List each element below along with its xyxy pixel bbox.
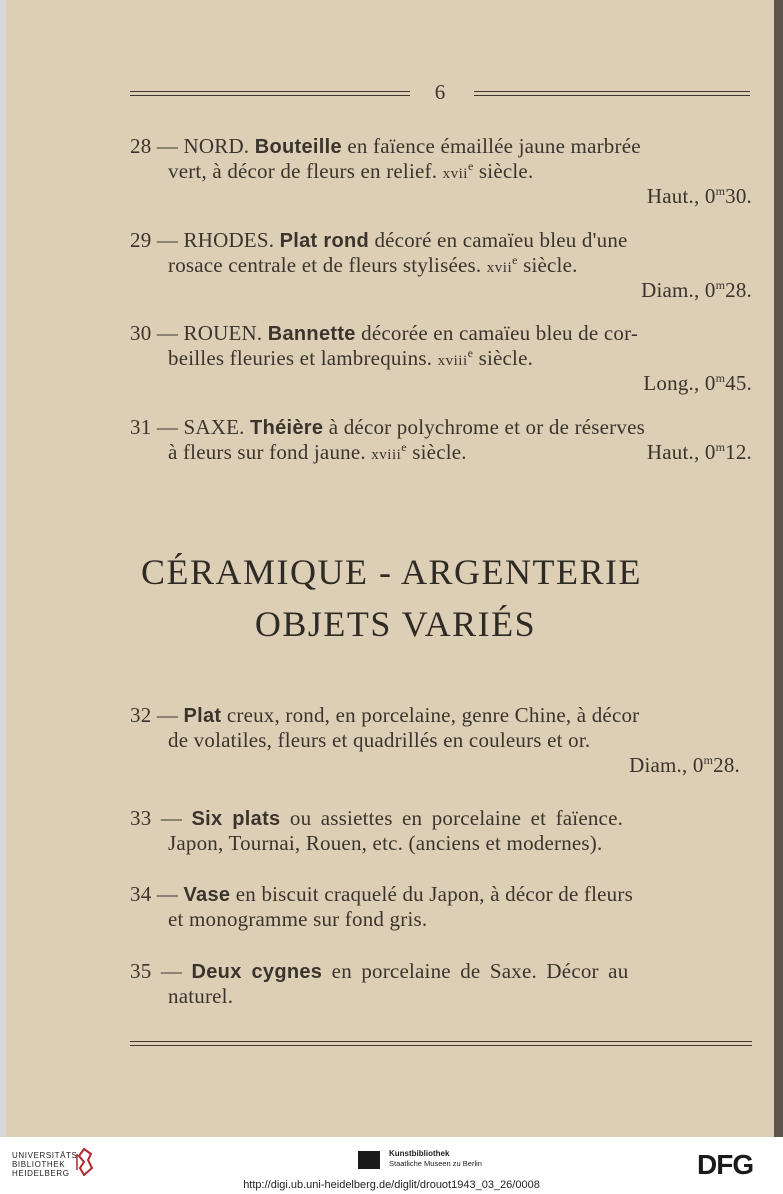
entry-line-1 xyxy=(130,806,623,832)
header-rule-right xyxy=(474,91,750,96)
page-number: 6 xyxy=(434,80,446,104)
logo-line: HEIDELBERG xyxy=(12,1169,70,1178)
measure-unit: m xyxy=(715,371,726,385)
century-word: siècle. xyxy=(473,159,534,183)
lot-dash: — xyxy=(151,703,184,727)
lot-dash: — xyxy=(151,959,192,983)
lot-origin: — RHODES. xyxy=(151,228,280,252)
lot-number: 30 xyxy=(130,321,152,345)
lot-measurement xyxy=(647,440,752,465)
lot-description: creux, rond, en porcelaine, genre Chine, à décor xyxy=(221,703,640,727)
entry-line-1 xyxy=(130,228,628,254)
entry-line-1 xyxy=(130,134,641,160)
entry-line-2: et monogramme sur fond gris. xyxy=(168,907,428,931)
lot-description: en porcelaine de Saxe. Décor au xyxy=(322,959,629,983)
lot-item: Deux cygnes xyxy=(191,961,323,983)
lot-number: 31 xyxy=(130,415,152,439)
lot-number: 32 xyxy=(130,703,152,727)
lot-measurement xyxy=(647,184,752,209)
lot-dash: — xyxy=(151,806,192,830)
century-word: siècle. xyxy=(406,440,467,464)
measure-value: 12. xyxy=(725,440,752,464)
lot-number: 29 xyxy=(130,228,152,252)
lot-description: à décor polychrome et or de réserves xyxy=(323,415,645,439)
lot-measurement xyxy=(629,753,740,778)
lot-origin: — ROUEN. xyxy=(151,321,268,345)
entry-line-1 xyxy=(130,321,638,347)
header-rule-left xyxy=(130,91,410,96)
century-suffix: e xyxy=(401,440,407,454)
entry-line-2 xyxy=(168,253,578,281)
lot-description: décorée en camaïeu bleu de cor- xyxy=(355,321,639,345)
lot-origin: — SAXE. xyxy=(151,415,251,439)
entry-line-1 xyxy=(130,882,633,908)
lot-origin: — NORD. xyxy=(151,134,255,158)
lot-item: Plat xyxy=(183,705,222,727)
lot-description-cont: rosace centrale et de fleurs stylisées. xyxy=(168,253,487,277)
section-heading-line-2: OBJETS VARIÉS xyxy=(254,604,537,644)
footer-rule xyxy=(130,1041,752,1046)
century: xvii xyxy=(442,166,468,182)
lot-item: Théière xyxy=(250,417,324,439)
lot-item: Bouteille xyxy=(254,136,342,158)
lot-description-cont: à fleurs sur fond jaune. xyxy=(168,440,372,464)
century: xviii xyxy=(437,353,468,369)
entry-line-1 xyxy=(130,959,628,985)
lot-number: 34 xyxy=(130,882,152,906)
logo-line: BIBLIOTHEK xyxy=(12,1160,66,1169)
kunstbibliothek-logo-icon[interactable] xyxy=(358,1151,380,1169)
lot-number: 35 xyxy=(130,959,152,983)
measure-unit: m xyxy=(715,184,726,198)
lot-number: 28 xyxy=(130,134,152,158)
lot-number: 33 xyxy=(130,806,152,830)
century: xvii xyxy=(486,260,513,276)
lot-description-cont: beilles fleuries et lambrequins. xyxy=(168,346,438,370)
measure-label: Diam., 0 xyxy=(641,278,716,302)
lot-description: en faïence émaillée jaune marbrée xyxy=(341,134,641,158)
heidelberg-library-logo[interactable] xyxy=(12,1151,81,1178)
kb-subtitle: Staatliche Museen zu Berlin xyxy=(389,1159,482,1168)
measure-unit: m xyxy=(715,440,726,454)
lot-item: Vase xyxy=(183,884,231,906)
century-word: siècle. xyxy=(517,253,578,277)
logo-line: UNIVERSITÄTS- xyxy=(12,1151,81,1160)
measure-value: 30. xyxy=(725,184,752,208)
lot-dash: — xyxy=(151,882,184,906)
century-suffix: e xyxy=(467,346,474,360)
lot-description-cont: vert, à décor de fleurs en relief. xyxy=(168,159,443,183)
century-word: siècle. xyxy=(473,346,534,370)
heidelberg-crest-icon xyxy=(74,1148,94,1176)
entry-line-2 xyxy=(168,440,467,468)
lot-measurement xyxy=(641,278,752,303)
entry-line-2: de volatiles, fleurs et quadrillés en couleurs et or. xyxy=(168,728,591,752)
measure-unit: m xyxy=(715,278,726,292)
lot-measurement xyxy=(643,371,752,396)
permalink-url[interactable]: http://digi.ub.uni-heidelberg.de/diglit/drouot1943_03_26/0008 xyxy=(243,1179,540,1191)
measure-value: 28. xyxy=(725,278,752,302)
entry-line-2 xyxy=(168,346,533,374)
measure-value: 45. xyxy=(725,371,752,395)
lot-item: Six plats xyxy=(191,808,281,830)
lot-item: Plat rond xyxy=(279,230,369,252)
lot-description: ou assiettes en porcelaine et faïence. xyxy=(280,806,624,830)
century: xviii xyxy=(371,447,402,463)
century-suffix: e xyxy=(467,159,474,173)
lot-description: en biscuit craquelé du Japon, à décor de fleurs xyxy=(230,882,633,906)
entry-line-2 xyxy=(168,159,533,187)
kb-title: Kunstbibliothek xyxy=(389,1149,450,1158)
measure-label: Diam., 0 xyxy=(629,753,704,777)
lot-item: Bannette xyxy=(267,323,356,345)
entry-line-1 xyxy=(130,703,639,729)
measure-unit: m xyxy=(703,753,714,767)
section-heading-line-1: CÉRAMIQUE - ARGENTERIE xyxy=(141,552,642,592)
dfg-logo[interactable]: DFG xyxy=(697,1149,754,1180)
kunstbibliothek-label xyxy=(389,1149,482,1169)
lot-description: décoré en camaïeu bleu d'une xyxy=(369,228,628,252)
measure-label: Haut., 0 xyxy=(646,440,716,464)
entry-line-2: naturel. xyxy=(168,984,234,1008)
entry-line-1 xyxy=(130,415,645,441)
entry-line-2: Japon, Tournai, Rouen, etc. (anciens et modernes). xyxy=(168,831,603,855)
measure-label: Long., 0 xyxy=(643,371,716,395)
measure-label: Haut., 0 xyxy=(646,184,716,208)
century-suffix: e xyxy=(512,253,518,267)
measure-value: 28. xyxy=(713,753,740,777)
